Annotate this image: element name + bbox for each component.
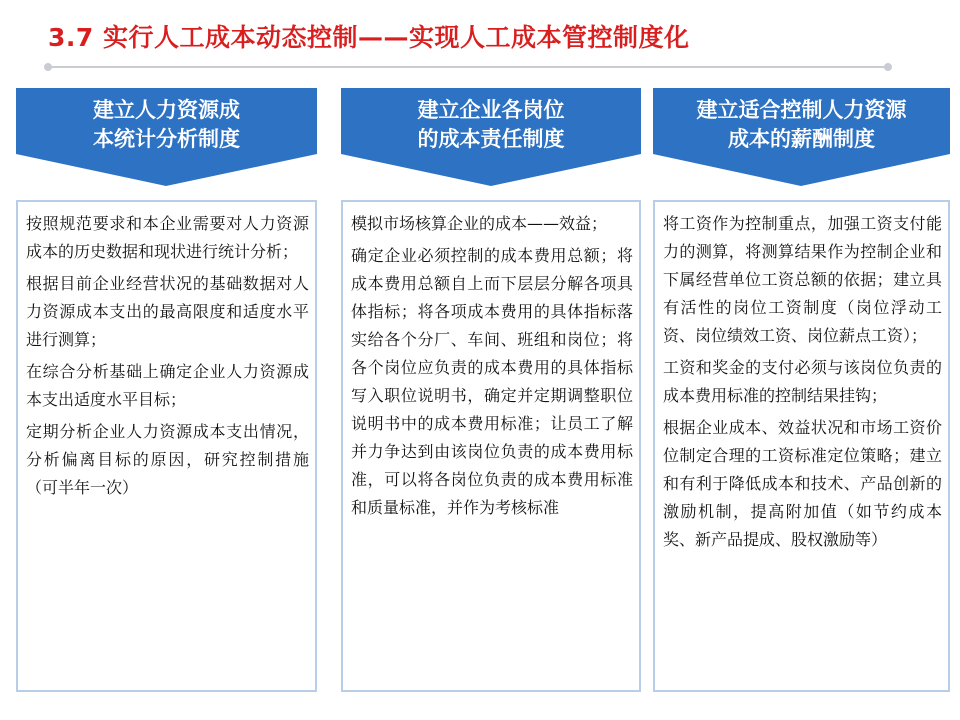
column-cost-statistics	[16, 88, 317, 497]
content-paragraph: 工资和奖金的支付必须与该岗位负责的成本费用标准的控制结果挂钩；	[663, 358, 942, 405]
chevron-label: 建立人力资源成 本统计分析制度	[93, 97, 240, 151]
title-divider	[48, 66, 888, 68]
content-paragraph: 定期分析企业人力资源成本支出情况，分析偏离目标的原因，研究控制措施（可半年一次）	[26, 422, 309, 497]
content-paragraph: 按照规范要求和本企业需要对人力资源成本的历史数据和现状进行统计分析；	[26, 214, 309, 261]
content-paragraph: 根据企业成本、效益状况和市场工资价位制定合理的工资标准定位策略；建立和有利于降低成本和技术、产品创新的激励机制，提高附加值（如节约成本奖、新产品提成、股权激励等）	[663, 418, 942, 549]
content-box	[341, 200, 641, 692]
chevron-label: 建立适合控制人力资源 成本的薪酬制度	[696, 97, 907, 151]
chevron-header	[341, 88, 641, 186]
column-cost-responsibility	[341, 88, 641, 517]
content-paragraph: 根据目前企业经营状况的基础数据对人力资源成本支出的最高限度和适度水平进行测算；	[26, 274, 309, 349]
content-paragraph: 确定企业必须控制的成本费用总额；将成本费用总额自上而下层层分解各项具体指标；将各项成本费用的具体指标落实给各个分厂、车间、班组和岗位；将各个岗位应负责的成本费用的具体指标写入职位说明书，确定并定期调整职位说明书中的成本费用标准；让员工了解并力争达到由该岗位负责的成本费用标准，可以将各岗位负责的成本费用标准和质量标准，并作为考核标准	[351, 246, 633, 517]
chevron-label: 建立企业各岗位 的成本责任制度	[417, 97, 565, 151]
chevron-header	[16, 88, 317, 186]
content-box	[653, 200, 950, 692]
chevron-header	[653, 88, 950, 186]
content-box	[16, 200, 317, 692]
divider-left-dot	[44, 63, 52, 71]
divider-right-dot	[884, 63, 892, 71]
content-paragraph: 在综合分析基础上确定企业人力资源成本支出适度水平目标；	[26, 362, 309, 409]
content-paragraph: 将工资作为控制重点，加强工资支付能力的测算，将测算结果作为控制企业和下属经营单位工资总额的依据；建立具有活性的岗位工资制度（岗位浮动工资、岗位绩效工资、岗位薪点工资）；	[663, 214, 942, 345]
page-title: 3.7 实行人工成本动态控制——实现人工成本管控制度化	[48, 23, 690, 52]
content-paragraph: 模拟市场核算企业的成本——效益；	[351, 214, 608, 233]
column-salary-system	[653, 88, 950, 549]
